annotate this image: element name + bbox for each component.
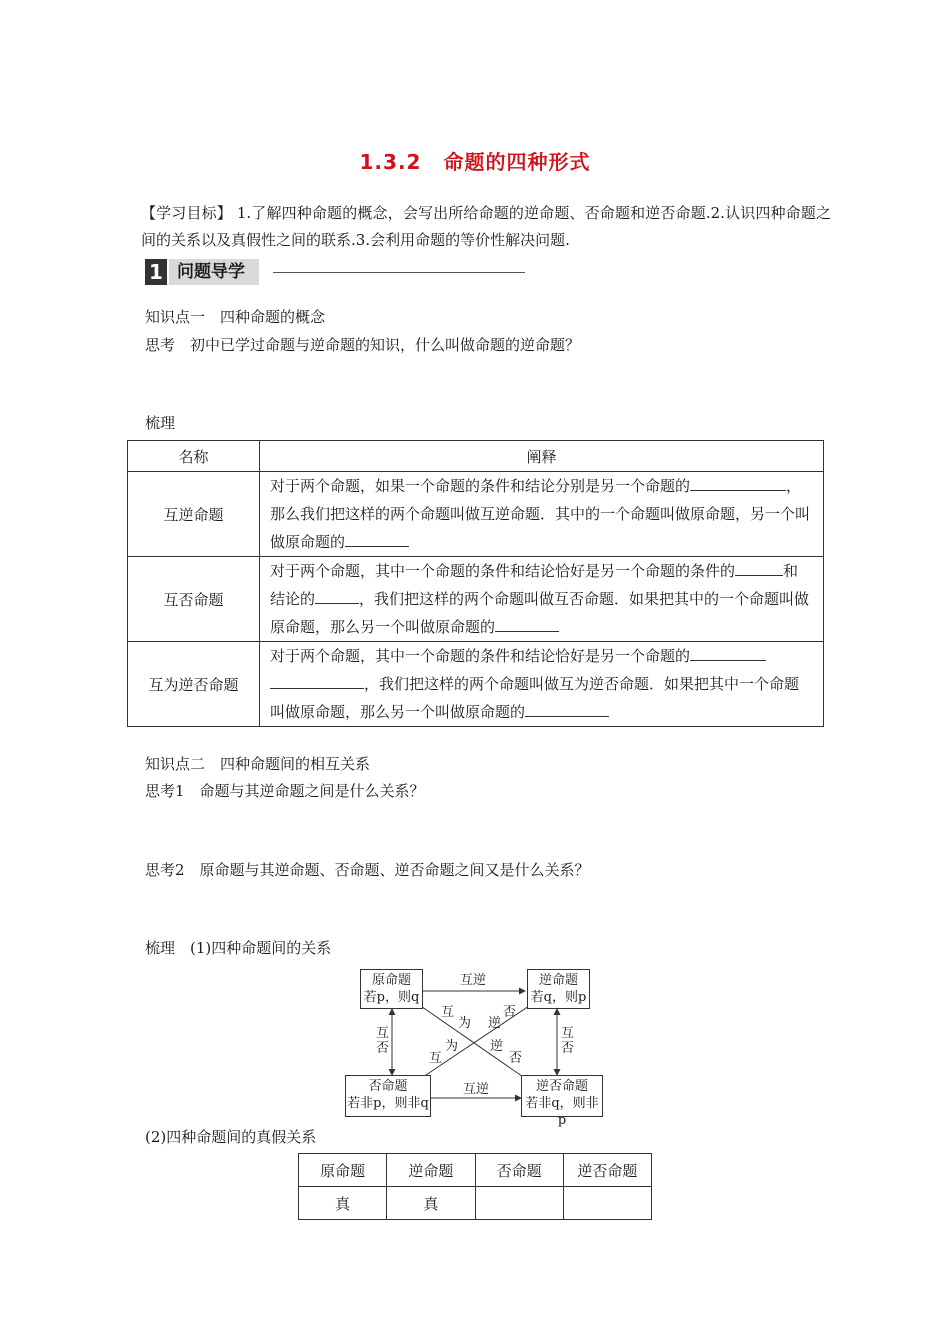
contrapositive-proposition-box: 逆否命题 若非q，则非p: [521, 1075, 603, 1117]
table-header-row: [128, 441, 824, 472]
left-label-2: 否: [376, 1041, 390, 1056]
blank[interactable]: [345, 531, 409, 547]
objectives-text: 1.了解四种命题的概念，会写出所给命题的逆命题、否命题和逆否命题.2.认识四种命题之间的关系以及真假性之间的联系.3.会利用命题的等价性解决问题.: [141, 204, 831, 249]
header-desc: 阐释: [260, 441, 824, 472]
table-row: [128, 642, 824, 727]
diag1-label-2: 为: [458, 1016, 472, 1031]
blank[interactable]: [766, 475, 786, 491]
kp1-summary: 梳理: [145, 414, 176, 432]
bottom-label: 互逆: [463, 1082, 490, 1097]
inverse-proposition-box: 否命题 若非p，则非q: [345, 1075, 431, 1117]
blank[interactable]: [315, 588, 359, 604]
blank[interactable]: [525, 701, 609, 717]
row-desc: 对于两个命题，如果一个命题的条件和结论分别是另一个命题的 ，那么我们把这样的两个命题叫做互逆命题．其中的一个命题叫做原命题，另一个叫做原命题的: [260, 472, 824, 557]
four-propositions-diagram: [345, 964, 605, 1128]
blank[interactable]: [690, 645, 766, 661]
diag2-label-4: 否: [503, 1005, 517, 1020]
diag1-label-4: 否: [509, 1051, 523, 1066]
truth-table: [298, 1153, 652, 1220]
blank[interactable]: [495, 616, 559, 632]
left-label-1: 互: [376, 1026, 390, 1041]
row-name: 互否命题: [128, 557, 260, 642]
diagonal-arrow-2: [417, 1002, 535, 1081]
kp2-summary2: (2)四种命题间的真假关系: [145, 1128, 317, 1146]
table-row: [128, 557, 824, 642]
section-header: [145, 259, 525, 285]
blank[interactable]: [759, 560, 783, 576]
blank[interactable]: [690, 475, 766, 491]
kp2-think1: 思考1 命题与其逆命题之间是什么关系？: [145, 782, 425, 800]
row-name: 互为逆否命题: [128, 642, 260, 727]
diag2-label-2: 为: [445, 1039, 459, 1054]
kp2-summary1: 梳理 (1)四种命题间的关系: [145, 939, 332, 957]
kp1-think: 思考 初中已学过命题与逆命题的知识，什么叫做命题的逆命题？: [145, 336, 581, 354]
diag2-label-1: 互: [429, 1051, 443, 1066]
table-row: [128, 472, 824, 557]
concept-table: [127, 440, 824, 727]
row-name: 互逆命题: [128, 472, 260, 557]
page-title: 1.3.2 命题的四种形式: [359, 150, 591, 174]
right-label-1: 互: [561, 1026, 575, 1041]
kp2-think2: 思考2 原命题与其逆命题、否命题、逆否命题之间又是什么关系？: [145, 861, 590, 879]
truth-table-header: 原命题 逆命题 否命题 逆否命题: [299, 1154, 652, 1187]
section-number-badge: 1: [145, 259, 167, 285]
blank[interactable]: [270, 673, 364, 689]
objectives-label: 【学习目标】: [141, 204, 232, 222]
row-desc: 对于两个命题，其中一个命题的条件和结论恰好是另一个命题的条件的 和结论的 ，我们把这样的两个命题叫做互否命题．如果把其中的一个命题叫做原命题，那么另一个叫做原命题的: [260, 557, 824, 642]
diag2-label-3: 逆: [488, 1016, 502, 1031]
section-label: 问题导学: [169, 259, 259, 285]
diag1-label-3: 逆: [490, 1039, 504, 1054]
section-rule: [273, 272, 525, 273]
row-desc: 对于两个命题，其中一个命题的条件和结论恰好是另一个命题的，我们把这样的两个命题叫做互为逆否命题．如果把其中一个命题叫做原命题，那么另一个叫做原命题的: [260, 642, 824, 727]
kp2-heading: 知识点二 四种命题间的相互关系: [145, 755, 371, 773]
converse-proposition-box: 逆命题 若q，则p: [527, 969, 590, 1009]
kp1-heading: 知识点一 四种命题的概念: [145, 308, 326, 326]
header-name: 名称: [128, 441, 260, 472]
right-label-2: 否: [561, 1041, 575, 1056]
blank[interactable]: [735, 560, 759, 576]
original-proposition-box: 原命题 若p，则q: [360, 969, 423, 1009]
diag1-label-1: 互: [441, 1005, 455, 1020]
top-label: 互逆: [460, 973, 487, 988]
learning-objectives: [141, 200, 831, 254]
table-row: 真 真: [299, 1187, 652, 1220]
